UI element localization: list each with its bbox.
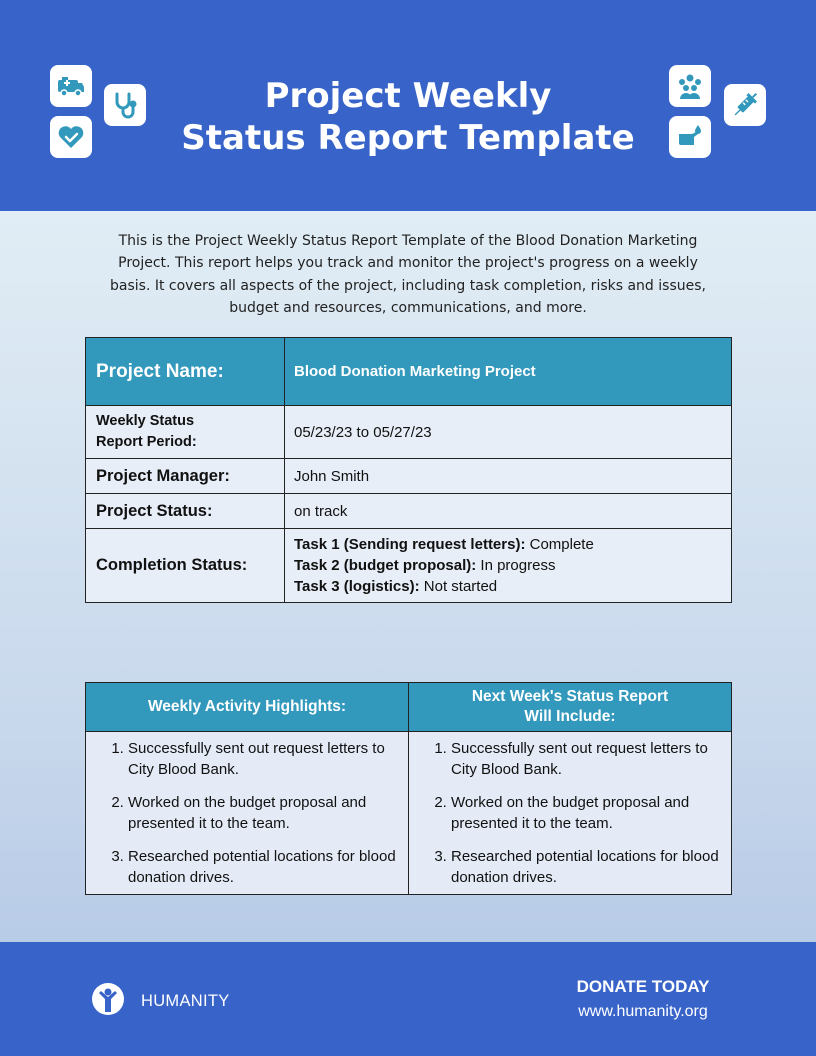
project-name-value: Blood Donation Marketing Project [285, 338, 732, 406]
project-name-label: Project Name: [86, 338, 285, 406]
activity-header-row [86, 683, 732, 732]
manager-label: Project Manager: [86, 459, 285, 494]
period-value: 05/23/23 to 05/27/23 [285, 406, 732, 459]
syringe-icon [724, 84, 766, 126]
weekly-highlights-list [99, 738, 398, 888]
ambulance-icon [50, 65, 92, 107]
list-item: 2. Worked on the budget proposal and presented it to the team. [451, 792, 721, 834]
period-row [86, 406, 732, 459]
footer [0, 942, 816, 1056]
list-item: 3. Researched potential locations for blood donation drives. [451, 846, 721, 888]
project-info-table [85, 337, 732, 603]
website-link[interactable]: www.humanity.org [578, 1003, 708, 1020]
task-name: Task 3 (logistics): [294, 578, 420, 595]
title-line-2: Status Report Template [181, 118, 635, 158]
task-status: Complete [529, 536, 594, 553]
donate-cta[interactable]: DONATE TODAY [576, 977, 710, 996]
humanity-logo-icon [91, 982, 125, 1016]
task-status: In progress [480, 557, 556, 574]
activity-body-row [86, 732, 732, 895]
brand-name: HUMANITY [141, 992, 230, 1010]
period-label: Weekly Status Report Period: [86, 406, 285, 459]
project-name-row [86, 338, 732, 406]
task-line [294, 576, 731, 597]
manager-row [86, 459, 732, 494]
next-week-cell [409, 732, 732, 895]
activity-table [85, 682, 732, 895]
task-name: Task 2 (budget proposal): [294, 557, 477, 574]
manager-value: John Smith [285, 459, 732, 494]
list-item: 1. Successfully sent out request letters to City Blood Bank. [451, 738, 721, 780]
weekly-highlights-header: Weekly Activity Highlights: [86, 683, 409, 732]
people-group-icon [669, 65, 711, 107]
task-line [294, 534, 731, 555]
task-line [294, 555, 731, 576]
next-week-header [409, 683, 732, 732]
completion-row [86, 529, 732, 603]
list-item: 1. Successfully sent out request letters to City Blood Bank. [128, 738, 398, 780]
list-item: 3. Researched potential locations for blood donation drives. [128, 846, 398, 888]
status-label: Project Status: [86, 494, 285, 529]
title-line-1: Project Weekly [264, 76, 552, 116]
completion-value [285, 529, 732, 603]
completion-label: Completion Status: [86, 529, 285, 603]
heart-check-icon [50, 116, 92, 158]
stethoscope-icon [104, 84, 146, 126]
weekly-highlights-cell [86, 732, 409, 895]
page-title [150, 75, 666, 159]
task-status: Not started [423, 578, 498, 595]
status-value: on track [285, 494, 732, 529]
intro-paragraph: This is the Project Weekly Status Report Template of the Blood Donation Marketing Project. This report helps you track and monitor the project's progress on a weekly basis. It covers all aspects of the project, including task completion, risks and issues, budget and resources, communications, and more. [110, 233, 706, 316]
next-week-header-line-2: Will Include: [524, 708, 616, 725]
status-row [86, 494, 732, 529]
list-item: 2. Worked on the budget proposal and presented it to the team. [128, 792, 398, 834]
next-week-header-line-1: Next Week's Status Report [471, 688, 669, 705]
next-week-list [422, 738, 721, 888]
task-name: Task 1 (Sending request letters): [294, 536, 526, 553]
blood-drop-hand-icon [669, 116, 711, 158]
